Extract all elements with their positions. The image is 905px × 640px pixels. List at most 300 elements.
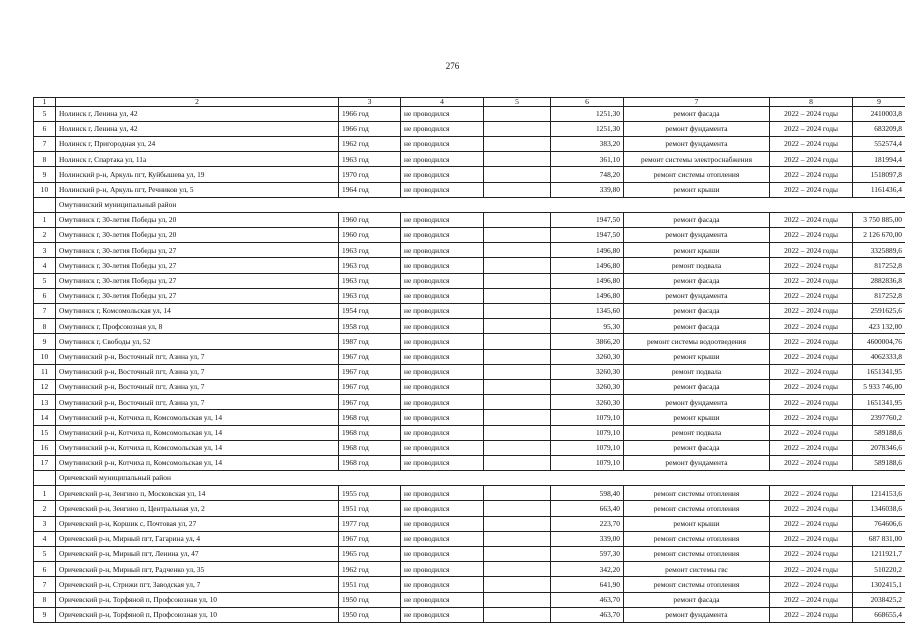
- period-cell: 2022 – 2024 годы: [770, 531, 853, 546]
- year-cell: 1965 год: [339, 547, 401, 562]
- area-cell: 3260,30: [551, 379, 624, 394]
- cost-cell: 423 132,00: [853, 319, 905, 334]
- year-cell: 1951 год: [339, 501, 401, 516]
- empty-cell: [484, 228, 551, 243]
- work-type-cell: ремонт фасада: [624, 106, 770, 121]
- inspection-cell: не проводился: [401, 455, 484, 470]
- area-cell: 361,10: [551, 152, 624, 167]
- table-row: [34, 152, 905, 167]
- period-cell: 2022 – 2024 годы: [770, 152, 853, 167]
- cost-cell: 687 831,00: [853, 531, 905, 546]
- empty-cell: [484, 152, 551, 167]
- empty-cell: [484, 425, 551, 440]
- table-row: [34, 121, 905, 136]
- work-type-cell: ремонт фасада: [624, 319, 770, 334]
- area-cell: 597,30: [551, 547, 624, 562]
- cost-cell: 2397760,2: [853, 410, 905, 425]
- row-number: 8: [34, 152, 56, 167]
- year-cell: 1963 год: [339, 273, 401, 288]
- work-type-cell: ремонт фундамента: [624, 136, 770, 151]
- cost-cell: 1651341,95: [853, 364, 905, 379]
- address-cell: Нолинск г, Спартака ул, 11а: [56, 152, 339, 167]
- row-number: 14: [34, 410, 56, 425]
- cost-cell: 181994,4: [853, 152, 905, 167]
- work-type-cell: ремонт фасада: [624, 273, 770, 288]
- inspection-cell: не проводился: [401, 167, 484, 182]
- empty-cell: [484, 562, 551, 577]
- empty-cell: [484, 121, 551, 136]
- period-cell: 2022 – 2024 годы: [770, 395, 853, 410]
- year-cell: 1977 год: [339, 516, 401, 531]
- address-cell: Омутнинский р-н, Восточный пгт, Азина ул, 7: [56, 349, 339, 364]
- work-type-cell: ремонт подвала: [624, 364, 770, 379]
- work-type-cell: ремонт фасада: [624, 379, 770, 394]
- table-row: [34, 547, 905, 562]
- year-cell: 1960 год: [339, 212, 401, 227]
- table-row: [34, 516, 905, 531]
- row-number: 11: [34, 364, 56, 379]
- cost-cell: 2882836,8: [853, 273, 905, 288]
- table-row: [34, 395, 905, 410]
- year-cell: 1967 год: [339, 349, 401, 364]
- address-cell: Оричевский р-н, Коршик с, Почтовая ул, 27: [56, 516, 339, 531]
- period-cell: 2022 – 2024 годы: [770, 334, 853, 349]
- address-cell: Оричевский р-н, Зенгино п, Центральная ул, 2: [56, 501, 339, 516]
- work-type-cell: ремонт системы электроснабжения: [624, 152, 770, 167]
- area-cell: 1496,80: [551, 273, 624, 288]
- area-cell: 339,80: [551, 182, 624, 197]
- row-number: 12: [34, 379, 56, 394]
- inspection-cell: не проводился: [401, 349, 484, 364]
- row-number: 9: [34, 607, 56, 622]
- period-cell: 2022 – 2024 годы: [770, 501, 853, 516]
- inspection-cell: не проводился: [401, 319, 484, 334]
- area-cell: 3260,30: [551, 349, 624, 364]
- empty-cell: [484, 379, 551, 394]
- table-row: [34, 273, 905, 288]
- page-number: 276: [445, 61, 460, 71]
- period-cell: 2022 – 2024 годы: [770, 167, 853, 182]
- year-cell: 1967 год: [339, 531, 401, 546]
- address-cell: Оричевский р-н, Торфяной п, Профсоюзная ул, 10: [56, 592, 339, 607]
- table-row: [34, 592, 905, 607]
- address-cell: Оричевский р-н, Мирный пгт, Радченко ул, 35: [56, 562, 339, 577]
- inspection-cell: не проводился: [401, 228, 484, 243]
- address-cell: Нолинск г, Ленина ул, 42: [56, 121, 339, 136]
- inspection-cell: не проводился: [401, 258, 484, 273]
- row-number: 8: [34, 592, 56, 607]
- row-number: 3: [34, 243, 56, 258]
- table-row: [34, 410, 905, 425]
- column-header: 5: [484, 98, 551, 107]
- row-number: 8: [34, 319, 56, 334]
- table-row: [34, 212, 905, 227]
- area-cell: 1947,50: [551, 212, 624, 227]
- year-cell: 1950 год: [339, 592, 401, 607]
- address-cell: Нолинский р-н, Аркуль пгт, Куйбышева ул, 19: [56, 167, 339, 182]
- address-cell: Оричевский р-н, Стрижи пгт, Заводская ул, 7: [56, 577, 339, 592]
- year-cell: 1963 год: [339, 288, 401, 303]
- period-cell: 2022 – 2024 годы: [770, 258, 853, 273]
- work-type-cell: ремонт системы отопления: [624, 577, 770, 592]
- cost-cell: 2 126 670,00: [853, 228, 905, 243]
- empty-cell: [484, 167, 551, 182]
- area-cell: 598,40: [551, 486, 624, 501]
- inspection-cell: не проводился: [401, 562, 484, 577]
- address-cell: Оричевский р-н, Зенгино п, Московская ул, 14: [56, 486, 339, 501]
- area-cell: 463,70: [551, 592, 624, 607]
- cost-cell: 683209,8: [853, 121, 905, 136]
- work-type-cell: ремонт подвала: [624, 425, 770, 440]
- year-cell: 1955 год: [339, 486, 401, 501]
- empty-cell: [484, 547, 551, 562]
- year-cell: 1951 год: [339, 577, 401, 592]
- cost-cell: 1211921,7: [853, 547, 905, 562]
- year-cell: 1970 год: [339, 167, 401, 182]
- column-number-row: [34, 98, 905, 107]
- address-cell: Оричевский р-н, Торфяной п, Профсоюзная ул, 10: [56, 607, 339, 622]
- period-cell: 2022 – 2024 годы: [770, 607, 853, 622]
- area-cell: 223,70: [551, 516, 624, 531]
- cost-cell: 2410003,8: [853, 106, 905, 121]
- area-cell: 1251,30: [551, 121, 624, 136]
- table-row: [34, 379, 905, 394]
- column-header: 1: [34, 98, 56, 107]
- work-type-cell: ремонт системы отопления: [624, 501, 770, 516]
- period-cell: 2022 – 2024 годы: [770, 288, 853, 303]
- inspection-cell: не проводился: [401, 440, 484, 455]
- table-row: [34, 577, 905, 592]
- work-type-cell: ремонт крыши: [624, 182, 770, 197]
- row-number: 16: [34, 440, 56, 455]
- address-cell: Омутнинский р-н, Котчиха п, Комсомольская ул, 14: [56, 455, 339, 470]
- inspection-cell: не проводился: [401, 592, 484, 607]
- cost-cell: 3 750 885,00: [853, 212, 905, 227]
- year-cell: 1962 год: [339, 562, 401, 577]
- row-number: 9: [34, 167, 56, 182]
- period-cell: 2022 – 2024 годы: [770, 440, 853, 455]
- area-cell: 3260,30: [551, 395, 624, 410]
- region-name: Омутнинский муниципальный район: [56, 197, 905, 212]
- table-row: [34, 167, 905, 182]
- period-cell: 2022 – 2024 годы: [770, 319, 853, 334]
- year-cell: 1966 год: [339, 121, 401, 136]
- area-cell: 1345,60: [551, 304, 624, 319]
- cost-cell: 1302415,1: [853, 577, 905, 592]
- area-cell: 748,20: [551, 167, 624, 182]
- row-number: 15: [34, 425, 56, 440]
- table-row: [34, 501, 905, 516]
- work-type-cell: ремонт фасада: [624, 304, 770, 319]
- empty-cell: [484, 304, 551, 319]
- period-cell: 2022 – 2024 годы: [770, 212, 853, 227]
- row-number: 1: [34, 212, 56, 227]
- row-number: 2: [34, 228, 56, 243]
- row-number: 7: [34, 136, 56, 151]
- inspection-cell: не проводился: [401, 334, 484, 349]
- year-cell: 1967 год: [339, 379, 401, 394]
- address-cell: Омутнинск г, 30-летия Победы ул, 20: [56, 212, 339, 227]
- area-cell: 1079,10: [551, 455, 624, 470]
- address-cell: Нолинск г, Пригородная ул, 24: [56, 136, 339, 151]
- row-number: 6: [34, 562, 56, 577]
- period-cell: 2022 – 2024 годы: [770, 121, 853, 136]
- column-header: 7: [624, 98, 770, 107]
- table-row: [34, 136, 905, 151]
- work-type-cell: ремонт крыши: [624, 349, 770, 364]
- table-row: [34, 334, 905, 349]
- table-row: [34, 182, 905, 197]
- address-cell: Нолинск г, Ленина ул, 42: [56, 106, 339, 121]
- area-cell: 3866,20: [551, 334, 624, 349]
- column-header: 6: [551, 98, 624, 107]
- cost-cell: 2078346,6: [853, 440, 905, 455]
- empty-cell: [484, 182, 551, 197]
- row-number: 5: [34, 273, 56, 288]
- area-cell: 641,90: [551, 577, 624, 592]
- empty-cell: [484, 243, 551, 258]
- year-cell: 1954 год: [339, 304, 401, 319]
- row-number: 4: [34, 531, 56, 546]
- table-row: [34, 106, 905, 121]
- row-number: 4: [34, 258, 56, 273]
- column-header: 2: [56, 98, 339, 107]
- work-type-cell: ремонт системы гвс: [624, 562, 770, 577]
- empty-cell: [484, 334, 551, 349]
- cost-cell: 764606,6: [853, 516, 905, 531]
- address-cell: Омутнинск г, 30-летия Победы ул, 20: [56, 228, 339, 243]
- period-cell: 2022 – 2024 годы: [770, 562, 853, 577]
- inspection-cell: не проводился: [401, 121, 484, 136]
- row-number: 5: [34, 106, 56, 121]
- period-cell: 2022 – 2024 годы: [770, 106, 853, 121]
- period-cell: 2022 – 2024 годы: [770, 577, 853, 592]
- column-header: 3: [339, 98, 401, 107]
- cost-cell: 817252,8: [853, 258, 905, 273]
- empty-cell: [484, 288, 551, 303]
- region-name: Оричевский муниципальный район: [56, 471, 905, 486]
- period-cell: 2022 – 2024 годы: [770, 425, 853, 440]
- year-cell: 1950 год: [339, 607, 401, 622]
- work-type-cell: ремонт фундамента: [624, 607, 770, 622]
- table-row: [34, 228, 905, 243]
- row-number: 5: [34, 547, 56, 562]
- column-header: 4: [401, 98, 484, 107]
- year-cell: 1987 год: [339, 334, 401, 349]
- table-row: [34, 455, 905, 470]
- table-row: [34, 440, 905, 455]
- period-cell: 2022 – 2024 годы: [770, 228, 853, 243]
- inspection-cell: не проводился: [401, 395, 484, 410]
- empty-cell: [484, 455, 551, 470]
- inspection-cell: не проводился: [401, 379, 484, 394]
- address-cell: Оричевский р-н, Мирный пгт, Ленина ул, 47: [56, 547, 339, 562]
- empty-cell: [484, 501, 551, 516]
- period-cell: 2022 – 2024 годы: [770, 592, 853, 607]
- row-number: 1: [34, 486, 56, 501]
- row-number: 3: [34, 516, 56, 531]
- period-cell: 2022 – 2024 годы: [770, 364, 853, 379]
- row-number: 2: [34, 501, 56, 516]
- row-number: 6: [34, 121, 56, 136]
- address-cell: Омутнинский р-н, Восточный пгт, Азина ул, 7: [56, 395, 339, 410]
- row-number: 13: [34, 395, 56, 410]
- work-type-cell: ремонт фундамента: [624, 288, 770, 303]
- area-cell: 342,20: [551, 562, 624, 577]
- area-cell: 1947,50: [551, 228, 624, 243]
- work-type-cell: ремонт фундамента: [624, 455, 770, 470]
- area-cell: 1496,80: [551, 288, 624, 303]
- cost-cell: 4600004,76: [853, 334, 905, 349]
- table-row: [34, 425, 905, 440]
- year-cell: 1960 год: [339, 228, 401, 243]
- area-cell: 1079,10: [551, 410, 624, 425]
- inspection-cell: не проводился: [401, 410, 484, 425]
- address-cell: Омутнинский р-н, Котчиха п, Комсомольская ул, 14: [56, 440, 339, 455]
- inspection-cell: не проводился: [401, 273, 484, 288]
- empty-cell: [484, 607, 551, 622]
- empty-cell: [484, 319, 551, 334]
- cost-cell: 5 933 746,00: [853, 379, 905, 394]
- cost-cell: 2038425,2: [853, 592, 905, 607]
- address-cell: Омутнинский р-н, Восточный пгт, Азина ул, 7: [56, 379, 339, 394]
- cost-cell: 589188,6: [853, 455, 905, 470]
- period-cell: 2022 – 2024 годы: [770, 243, 853, 258]
- year-cell: 1967 год: [339, 395, 401, 410]
- inspection-cell: не проводился: [401, 607, 484, 622]
- inspection-cell: не проводился: [401, 547, 484, 562]
- empty-cell: [484, 440, 551, 455]
- cost-cell: 3325889,6: [853, 243, 905, 258]
- cost-cell: 1651341,95: [853, 395, 905, 410]
- empty-cell: [484, 410, 551, 425]
- area-cell: 1079,10: [551, 440, 624, 455]
- empty-cell: [484, 531, 551, 546]
- empty-cell: [484, 349, 551, 364]
- inspection-cell: не проводился: [401, 486, 484, 501]
- period-cell: 2022 – 2024 годы: [770, 379, 853, 394]
- period-cell: 2022 – 2024 годы: [770, 516, 853, 531]
- year-cell: 1964 год: [339, 182, 401, 197]
- work-type-cell: ремонт системы отопления: [624, 547, 770, 562]
- year-cell: 1963 год: [339, 243, 401, 258]
- area-cell: 663,40: [551, 501, 624, 516]
- inspection-cell: не проводился: [401, 304, 484, 319]
- work-type-cell: ремонт фасада: [624, 440, 770, 455]
- empty-cell: [484, 106, 551, 121]
- period-cell: 2022 – 2024 годы: [770, 182, 853, 197]
- year-cell: 1963 год: [339, 258, 401, 273]
- cost-cell: 1214153,6: [853, 486, 905, 501]
- region-header-row: [34, 471, 905, 486]
- address-cell: Омутнинск г, Комсомольская ул, 14: [56, 304, 339, 319]
- work-type-cell: ремонт системы отопления: [624, 531, 770, 546]
- row-number: 7: [34, 304, 56, 319]
- row-number: 6: [34, 288, 56, 303]
- cost-cell: 1518097,8: [853, 167, 905, 182]
- year-cell: 1958 год: [339, 319, 401, 334]
- region-empty-cell: [34, 197, 56, 212]
- period-cell: 2022 – 2024 годы: [770, 304, 853, 319]
- address-cell: Оричевский р-н, Мирный пгт, Гагарина ул, 4: [56, 531, 339, 546]
- cost-cell: 2591625,6: [853, 304, 905, 319]
- row-number: 17: [34, 455, 56, 470]
- area-cell: 1079,10: [551, 425, 624, 440]
- column-header: 9: [853, 98, 905, 107]
- inspection-cell: не проводился: [401, 212, 484, 227]
- year-cell: 1968 год: [339, 410, 401, 425]
- inspection-cell: не проводился: [401, 425, 484, 440]
- row-number: 9: [34, 334, 56, 349]
- area-cell: 95,30: [551, 319, 624, 334]
- inspection-cell: не проводился: [401, 516, 484, 531]
- year-cell: 1967 год: [339, 364, 401, 379]
- table-row: [34, 304, 905, 319]
- inspection-cell: не проводился: [401, 182, 484, 197]
- address-cell: Нолинский р-н, Аркуль пгт, Речников ул, 5: [56, 182, 339, 197]
- year-cell: 1963 год: [339, 152, 401, 167]
- inspection-cell: не проводился: [401, 531, 484, 546]
- address-cell: Омутнинск г, 30-летия Победы ул, 27: [56, 273, 339, 288]
- inspection-cell: не проводился: [401, 364, 484, 379]
- work-type-cell: ремонт системы водоотведения: [624, 334, 770, 349]
- cost-cell: 1161436,4: [853, 182, 905, 197]
- cost-cell: 552574,4: [853, 136, 905, 151]
- table-row: [34, 486, 905, 501]
- inspection-cell: не проводился: [401, 106, 484, 121]
- region-empty-cell: [34, 471, 56, 486]
- region-header-row: [34, 197, 905, 212]
- area-cell: 3260,30: [551, 364, 624, 379]
- inspection-cell: не проводился: [401, 152, 484, 167]
- year-cell: 1968 год: [339, 455, 401, 470]
- year-cell: 1966 год: [339, 106, 401, 121]
- period-cell: 2022 – 2024 годы: [770, 136, 853, 151]
- year-cell: 1962 год: [339, 136, 401, 151]
- period-cell: 2022 – 2024 годы: [770, 486, 853, 501]
- area-cell: 1251,30: [551, 106, 624, 121]
- empty-cell: [484, 592, 551, 607]
- column-header: 8: [770, 98, 853, 107]
- inspection-cell: не проводился: [401, 288, 484, 303]
- empty-cell: [484, 136, 551, 151]
- cost-cell: 4062333,8: [853, 349, 905, 364]
- work-type-cell: ремонт системы отопления: [624, 167, 770, 182]
- table-row: [34, 258, 905, 273]
- cost-cell: 510220,2: [853, 562, 905, 577]
- inspection-cell: не проводился: [401, 136, 484, 151]
- work-type-cell: ремонт системы отопления: [624, 486, 770, 501]
- address-cell: Омутнинск г, 30-летия Победы ул, 27: [56, 258, 339, 273]
- row-number: 10: [34, 182, 56, 197]
- area-cell: 383,20: [551, 136, 624, 151]
- empty-cell: [484, 516, 551, 531]
- year-cell: 1968 год: [339, 425, 401, 440]
- empty-cell: [484, 486, 551, 501]
- table-row: [34, 531, 905, 546]
- period-cell: 2022 – 2024 годы: [770, 410, 853, 425]
- table-row: [34, 562, 905, 577]
- address-cell: Омутнинский р-н, Восточный пгт, Азина ул, 7: [56, 364, 339, 379]
- table-row: [34, 319, 905, 334]
- address-cell: Омутнинск г, Свободы ул, 52: [56, 334, 339, 349]
- period-cell: 2022 – 2024 годы: [770, 273, 853, 288]
- table-body: [34, 106, 905, 622]
- work-type-cell: ремонт крыши: [624, 516, 770, 531]
- work-type-cell: ремонт крыши: [624, 410, 770, 425]
- work-type-cell: ремонт фундамента: [624, 228, 770, 243]
- cost-cell: 817252,8: [853, 288, 905, 303]
